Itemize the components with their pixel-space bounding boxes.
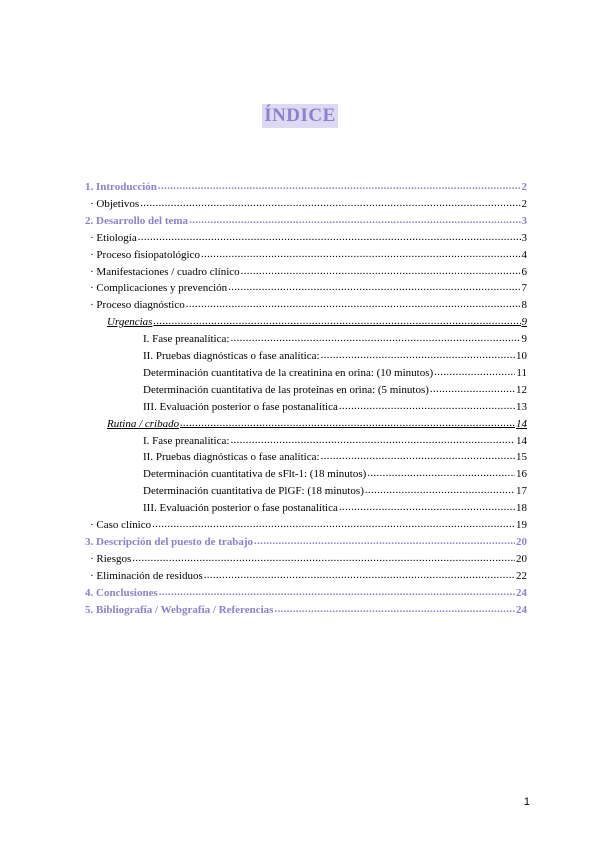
toc-dot-leader — [430, 381, 515, 397]
toc-entry[interactable] — [143, 331, 527, 347]
toc-entry[interactable] — [143, 500, 527, 516]
toc-entry-page: 22 — [516, 569, 527, 582]
toc-dot-leader — [204, 567, 515, 583]
toc-entry-label: · Proceso fisiopatológico — [90, 248, 200, 261]
toc-entry-page: 17 — [516, 485, 527, 498]
toc-entry-page: 10 — [516, 350, 527, 362]
toc-entry-label: 1. Introducción — [85, 181, 157, 193]
toc-entry-page: 19 — [516, 519, 527, 531]
toc-entry-page: 2 — [521, 181, 527, 193]
toc-entry-label: · Caso clínico — [90, 519, 152, 531]
toc-dot-leader — [189, 212, 520, 228]
toc-dot-leader — [159, 584, 515, 600]
toc-dot-leader — [230, 432, 515, 448]
toc-entry-page: 11 — [516, 366, 527, 379]
toc-entry[interactable] — [90, 264, 527, 280]
toc-entry[interactable] — [143, 466, 527, 482]
toc-entry-label: II. Pruebas diagnósticas o fase analítica: — [143, 451, 320, 464]
toc-entry-label: Determinación cuantitativa de sFlt-1: (18 minutos) — [143, 468, 367, 481]
toc-entry-label: I. Fase preanalítica: — [143, 434, 230, 447]
toc-entry[interactable] — [85, 179, 527, 195]
toc-entry[interactable] — [90, 517, 527, 533]
page-number: 1 — [523, 796, 530, 808]
toc-entry[interactable] — [143, 449, 527, 465]
toc-entry[interactable] — [107, 416, 527, 432]
toc-entry-page: 20 — [516, 535, 527, 548]
toc-dot-leader — [367, 465, 515, 481]
toc-entry-page: 14 — [516, 434, 527, 447]
toc-entry-label: · Manifestaciones / cuadro clínico — [90, 265, 240, 278]
toc-entry[interactable] — [107, 314, 527, 330]
toc-entry-label: I. Fase preanalítica: — [143, 333, 230, 346]
index-title-wrapper — [0, 104, 600, 128]
toc-entry-page: 16 — [516, 468, 527, 481]
toc-entry-page: 14 — [516, 417, 527, 430]
toc-entry[interactable] — [90, 568, 527, 584]
toc-entry-page: 7 — [521, 282, 527, 295]
toc-entry-page: 15 — [516, 451, 527, 464]
toc-entry[interactable] — [85, 585, 527, 601]
toc-dot-leader — [339, 398, 515, 414]
toc-entry-label: III. Evaluación posterior o fase postanalítica — [143, 400, 338, 413]
toc-dot-leader — [152, 516, 515, 532]
toc-entry-label: Rutina / cribado — [107, 417, 180, 430]
toc-dot-leader — [228, 279, 520, 295]
toc-entry-page: 3 — [521, 231, 527, 244]
toc-dot-leader — [434, 364, 515, 380]
toc-entry[interactable] — [143, 483, 527, 499]
toc-entry-page: 3 — [521, 214, 527, 227]
toc-entry[interactable] — [90, 280, 527, 296]
toc-entry[interactable] — [90, 551, 527, 567]
toc-entry-page: 6 — [521, 265, 527, 278]
toc-entry-label: 5. Bibliografía / Webgrafía / Referencias — [85, 603, 274, 616]
toc-dot-leader — [186, 296, 521, 312]
toc-entry-label: II. Pruebas diagnósticas o fase analítica: — [143, 350, 320, 362]
toc-dot-leader — [158, 178, 521, 194]
toc-entry-label: · Complicaciones y prevención — [90, 282, 228, 295]
toc-entry-page: 24 — [516, 603, 527, 616]
toc-dot-leader — [365, 482, 515, 498]
toc-dot-leader — [254, 533, 515, 549]
toc-entry-page: 13 — [516, 400, 527, 413]
toc-entry[interactable] — [85, 213, 527, 229]
toc-entry-label: 2. Desarrollo del tema — [85, 214, 189, 227]
toc-entry-page: 4 — [521, 248, 527, 261]
toc-entry[interactable] — [90, 230, 527, 246]
index-title: ÍNDICE — [264, 105, 336, 126]
toc-entry[interactable] — [90, 247, 527, 263]
toc-entry-page: 9 — [521, 333, 527, 346]
toc-entry-label: 3. Descripción del puesto de trabajo — [85, 535, 254, 548]
toc-entry-label: · Objetivos — [90, 197, 140, 210]
toc-entry[interactable] — [90, 196, 527, 212]
toc-dot-leader — [339, 499, 515, 515]
toc-entry-label: Determinación cuantitativa de las proteínas en orina: (5 minutos) — [143, 383, 429, 396]
toc-entry-page: 2 — [521, 197, 527, 210]
toc-entry[interactable] — [85, 602, 527, 618]
toc-entry-page: 24 — [516, 586, 527, 599]
toc-entry-page: 8 — [521, 299, 527, 312]
toc-dot-leader — [138, 229, 521, 245]
toc-entry-page: 18 — [516, 502, 527, 515]
toc-dot-leader — [230, 330, 520, 346]
toc-entry-label: III. Evaluación posterior o fase postanalítica — [143, 502, 338, 515]
toc-entry[interactable] — [143, 433, 527, 449]
toc-entry-label: Determinación cuantitativa de PlGF: (18 minutos) — [143, 485, 364, 498]
toc-entry[interactable] — [143, 399, 527, 415]
toc-entry-label: Determinación cuantitativa de la creatinina en orina: (10 minutos) — [143, 366, 434, 379]
toc-entry-label: · Proceso diagnóstico — [90, 299, 185, 312]
toc-entry-label: Urgencias — [107, 316, 153, 329]
toc-entry-label: · Riesgos — [90, 552, 132, 565]
toc-dot-leader — [140, 195, 520, 211]
toc-dot-leader — [241, 263, 521, 279]
toc-entry-page: 9 — [521, 316, 527, 329]
toc-dot-leader — [201, 246, 521, 262]
toc-entry-label: · Eliminación de residuos — [90, 569, 203, 582]
toc-dot-leader — [153, 313, 520, 329]
toc-dot-leader — [321, 347, 515, 363]
toc-entry-page: 20 — [516, 552, 527, 565]
toc-dot-leader — [132, 550, 515, 566]
toc-entry-page: 12 — [516, 383, 527, 396]
toc-entry[interactable] — [90, 297, 527, 313]
toc-dot-leader — [274, 601, 515, 617]
toc-dot-leader — [180, 415, 515, 431]
toc-entry[interactable] — [143, 348, 527, 364]
toc-entry[interactable] — [143, 365, 527, 381]
toc-entry[interactable] — [85, 534, 527, 550]
toc-dot-leader — [321, 448, 515, 464]
toc-entry[interactable] — [143, 382, 527, 398]
toc-entry-label: 4. Conclusiones — [85, 586, 158, 599]
toc-entry-label: · Etiología — [90, 231, 137, 244]
